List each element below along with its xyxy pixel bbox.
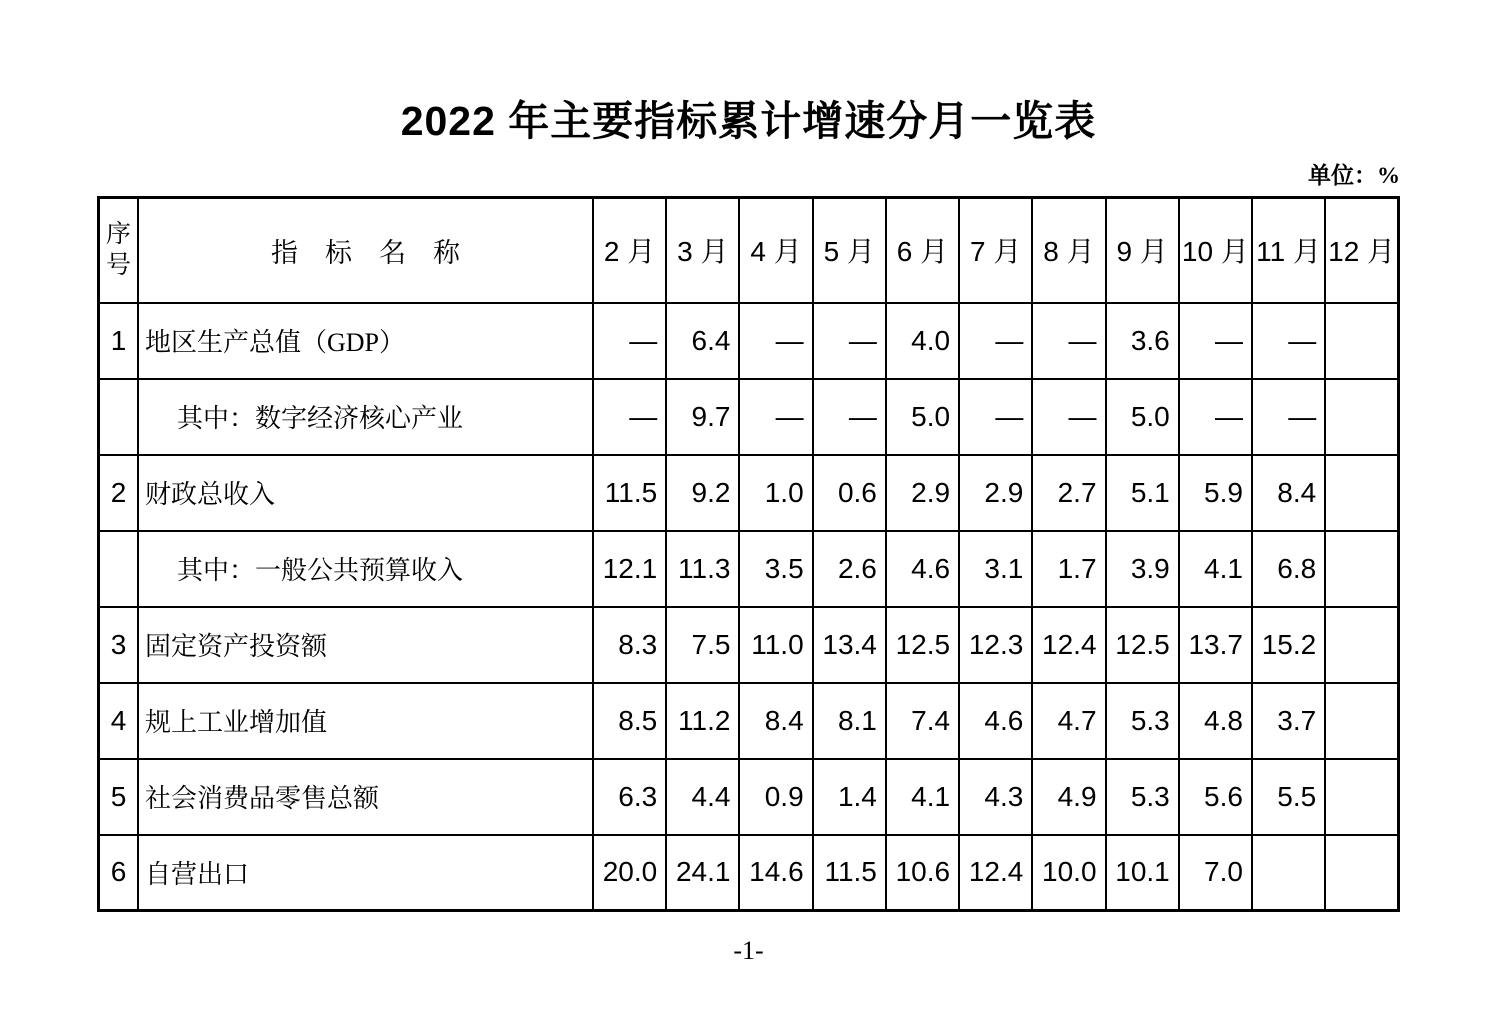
- value-cell: 6.4: [666, 303, 739, 379]
- table-row: [99, 607, 1399, 683]
- value-cell: 10.6: [886, 835, 959, 911]
- header-month: 12 月: [1325, 198, 1398, 303]
- value-cell: —: [593, 303, 666, 379]
- value-cell: 3.9: [1106, 531, 1179, 607]
- seq-cell: 4: [99, 683, 139, 759]
- value-cell: —: [813, 379, 886, 455]
- value-cell: 3.7: [1252, 683, 1325, 759]
- value-cell: 1.7: [1032, 531, 1105, 607]
- table-row: [99, 759, 1399, 835]
- page-number: -1-: [733, 936, 764, 965]
- seq-cell: [99, 531, 139, 607]
- value-cell: 12.3: [959, 607, 1032, 683]
- value-cell: 3.1: [959, 531, 1032, 607]
- value-cell: 13.7: [1179, 607, 1252, 683]
- value-cell: [1325, 455, 1398, 531]
- seq-cell: 2: [99, 455, 139, 531]
- value-cell: 5.9: [1179, 455, 1252, 531]
- value-cell: 6.3: [593, 759, 666, 835]
- value-cell: 3.6: [1106, 303, 1179, 379]
- seq-cell: 5: [99, 759, 139, 835]
- value-cell: 7.5: [666, 607, 739, 683]
- value-cell: 10.0: [1032, 835, 1105, 911]
- value-cell: 5.5: [1252, 759, 1325, 835]
- value-cell: 11.2: [666, 683, 739, 759]
- value-cell: 3.5: [739, 531, 812, 607]
- value-cell: 4.3: [959, 759, 1032, 835]
- header-row: [99, 198, 1399, 303]
- seq-cell: 1: [99, 303, 139, 379]
- value-cell: —: [813, 303, 886, 379]
- value-cell: 15.2: [1252, 607, 1325, 683]
- value-cell: —: [1252, 303, 1325, 379]
- value-cell: [1325, 303, 1398, 379]
- value-cell: [1325, 835, 1398, 911]
- value-cell: 7.4: [886, 683, 959, 759]
- header-month: 7 月: [959, 198, 1032, 303]
- value-cell: [1325, 683, 1398, 759]
- unit-label: 单位：%: [1308, 163, 1400, 188]
- value-cell: 8.5: [593, 683, 666, 759]
- value-cell: 13.4: [813, 607, 886, 683]
- value-cell: 2.9: [959, 455, 1032, 531]
- indicator-name-cell: 自营出口: [138, 835, 593, 911]
- value-cell: —: [739, 379, 812, 455]
- value-cell: 4.9: [1032, 759, 1105, 835]
- value-cell: 0.9: [739, 759, 812, 835]
- header-month: 5 月: [813, 198, 886, 303]
- indicator-name-cell: 地区生产总值（GDP）: [138, 303, 593, 379]
- seq-cell: 6: [99, 835, 139, 911]
- indicator-name-cell: 规上工业增加值: [138, 683, 593, 759]
- value-cell: 8.3: [593, 607, 666, 683]
- value-cell: [1325, 759, 1398, 835]
- value-cell: 5.0: [886, 379, 959, 455]
- value-cell: [1325, 531, 1398, 607]
- value-cell: 12.5: [1106, 607, 1179, 683]
- value-cell: 4.1: [886, 759, 959, 835]
- value-cell: 4.7: [1032, 683, 1105, 759]
- value-cell: 14.6: [739, 835, 812, 911]
- value-cell: 9.7: [666, 379, 739, 455]
- header-month: 10 月: [1179, 198, 1252, 303]
- value-cell: [1252, 835, 1325, 911]
- value-cell: 2.7: [1032, 455, 1105, 531]
- value-cell: 2.6: [813, 531, 886, 607]
- table-row: [99, 455, 1399, 531]
- value-cell: 11.3: [666, 531, 739, 607]
- value-cell: 4.4: [666, 759, 739, 835]
- value-cell: —: [1179, 303, 1252, 379]
- value-cell: —: [1252, 379, 1325, 455]
- header-month: 4 月: [739, 198, 812, 303]
- seq-cell: 3: [99, 607, 139, 683]
- value-cell: —: [1032, 379, 1105, 455]
- header-seq: 序号: [99, 198, 139, 303]
- value-cell: 11.5: [593, 455, 666, 531]
- value-cell: 4.8: [1179, 683, 1252, 759]
- header-month: 6 月: [886, 198, 959, 303]
- header-indicator-name: 指 标 名 称: [138, 198, 593, 303]
- value-cell: [1325, 379, 1398, 455]
- indicator-table: [97, 196, 1400, 912]
- value-cell: 24.1: [666, 835, 739, 911]
- table-row: [99, 835, 1399, 911]
- value-cell: 12.5: [886, 607, 959, 683]
- value-cell: —: [1032, 303, 1105, 379]
- value-cell: 5.0: [1106, 379, 1179, 455]
- value-cell: 20.0: [593, 835, 666, 911]
- seq-cell: [99, 379, 139, 455]
- value-cell: 4.0: [886, 303, 959, 379]
- value-cell: —: [959, 303, 1032, 379]
- value-cell: 4.1: [1179, 531, 1252, 607]
- indicator-name-cell: 其中：数字经济核心产业: [138, 379, 593, 455]
- header-month: 9 月: [1106, 198, 1179, 303]
- value-cell: 1.4: [813, 759, 886, 835]
- value-cell: 8.4: [1252, 455, 1325, 531]
- indicator-name-cell: 社会消费品零售总额: [138, 759, 593, 835]
- value-cell: 6.8: [1252, 531, 1325, 607]
- value-cell: 5.1: [1106, 455, 1179, 531]
- indicator-name-cell: 其中：一般公共预算收入: [138, 531, 593, 607]
- value-cell: 8.1: [813, 683, 886, 759]
- value-cell: 5.3: [1106, 759, 1179, 835]
- header-month: 11 月: [1252, 198, 1325, 303]
- value-cell: 11.5: [813, 835, 886, 911]
- value-cell: 9.2: [666, 455, 739, 531]
- value-cell: —: [739, 303, 812, 379]
- value-cell: 12.4: [959, 835, 1032, 911]
- page-title: 2022 年主要指标累计增速分月一览表: [400, 98, 1097, 144]
- value-cell: 4.6: [959, 683, 1032, 759]
- indicator-name-cell: 财政总收入: [138, 455, 593, 531]
- value-cell: —: [1179, 379, 1252, 455]
- table-body: [99, 303, 1399, 911]
- value-cell: 7.0: [1179, 835, 1252, 911]
- table-row: [99, 531, 1399, 607]
- value-cell: 8.4: [739, 683, 812, 759]
- table-row: [99, 303, 1399, 379]
- value-cell: 5.6: [1179, 759, 1252, 835]
- value-cell: 11.0: [739, 607, 812, 683]
- value-cell: [1325, 607, 1398, 683]
- value-cell: 12.4: [1032, 607, 1105, 683]
- table-row: [99, 683, 1399, 759]
- value-cell: —: [959, 379, 1032, 455]
- header-month: 2 月: [593, 198, 666, 303]
- value-cell: 0.6: [813, 455, 886, 531]
- indicator-name-cell: 固定资产投资额: [138, 607, 593, 683]
- value-cell: 1.0: [739, 455, 812, 531]
- value-cell: 4.6: [886, 531, 959, 607]
- header-month: 3 月: [666, 198, 739, 303]
- value-cell: —: [593, 379, 666, 455]
- value-cell: 2.9: [886, 455, 959, 531]
- value-cell: 12.1: [593, 531, 666, 607]
- header-month: 8 月: [1032, 198, 1105, 303]
- value-cell: 10.1: [1106, 835, 1179, 911]
- value-cell: 5.3: [1106, 683, 1179, 759]
- table-row: [99, 379, 1399, 455]
